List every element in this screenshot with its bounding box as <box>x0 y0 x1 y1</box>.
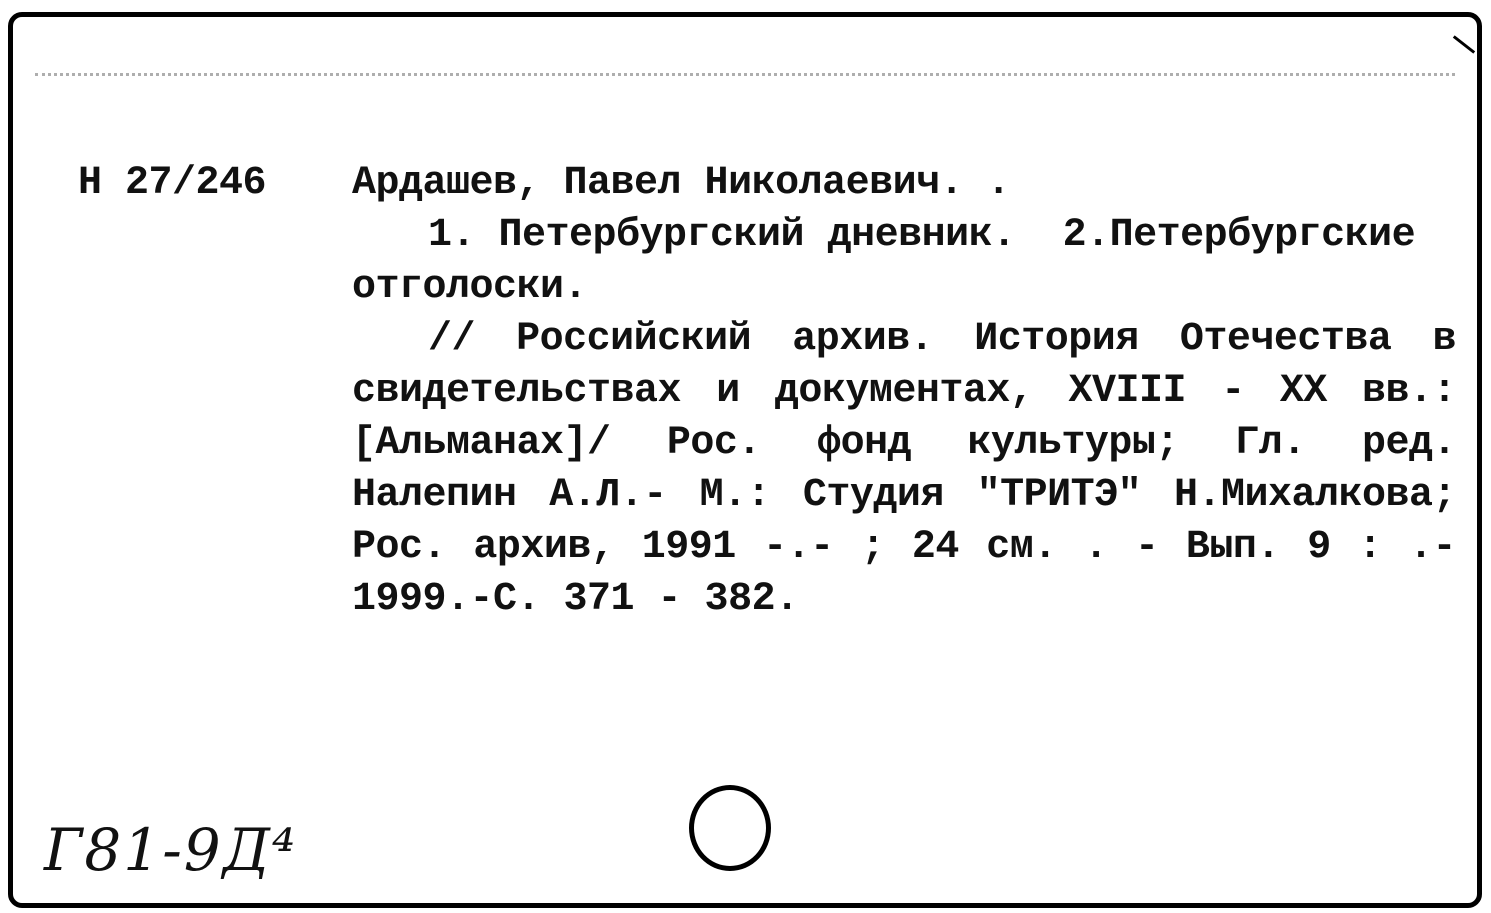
titles-line-2: отголоски. <box>352 265 588 310</box>
source-line-3: [Альманах]/ Рос. фонд культуры; Гл. ред. <box>352 421 1456 466</box>
source-line-4: Налепин А.Л.- М.: Студия "ТРИТЭ" Н.Михалкова; <box>352 473 1456 518</box>
corner-mark <box>1453 35 1475 53</box>
call-number: Н 27/246 <box>78 161 267 206</box>
dotted-rule <box>35 73 1455 90</box>
punch-hole <box>689 785 771 871</box>
source-line-6: 1999.-С. 371 - 382. <box>352 577 799 622</box>
source-line-2: свидетельствах и документах, XVIII - XX вв.: <box>352 369 1456 414</box>
author-line: Ардашев, Павел Николаевич. . <box>352 161 1011 206</box>
source-line-5: Рос. архив, 1991 -.- ; 24 см. . - Вып. 9 : .- <box>352 525 1456 570</box>
handwritten-shelf-mark: Г81-9Д⁴ <box>44 816 298 884</box>
titles-line-1: 1. Петербургский дневник. 2.Петербургские <box>428 213 1416 258</box>
source-line-1: // Российский архив. История Отечества в <box>428 317 1456 362</box>
bibliographic-record <box>352 158 1456 626</box>
